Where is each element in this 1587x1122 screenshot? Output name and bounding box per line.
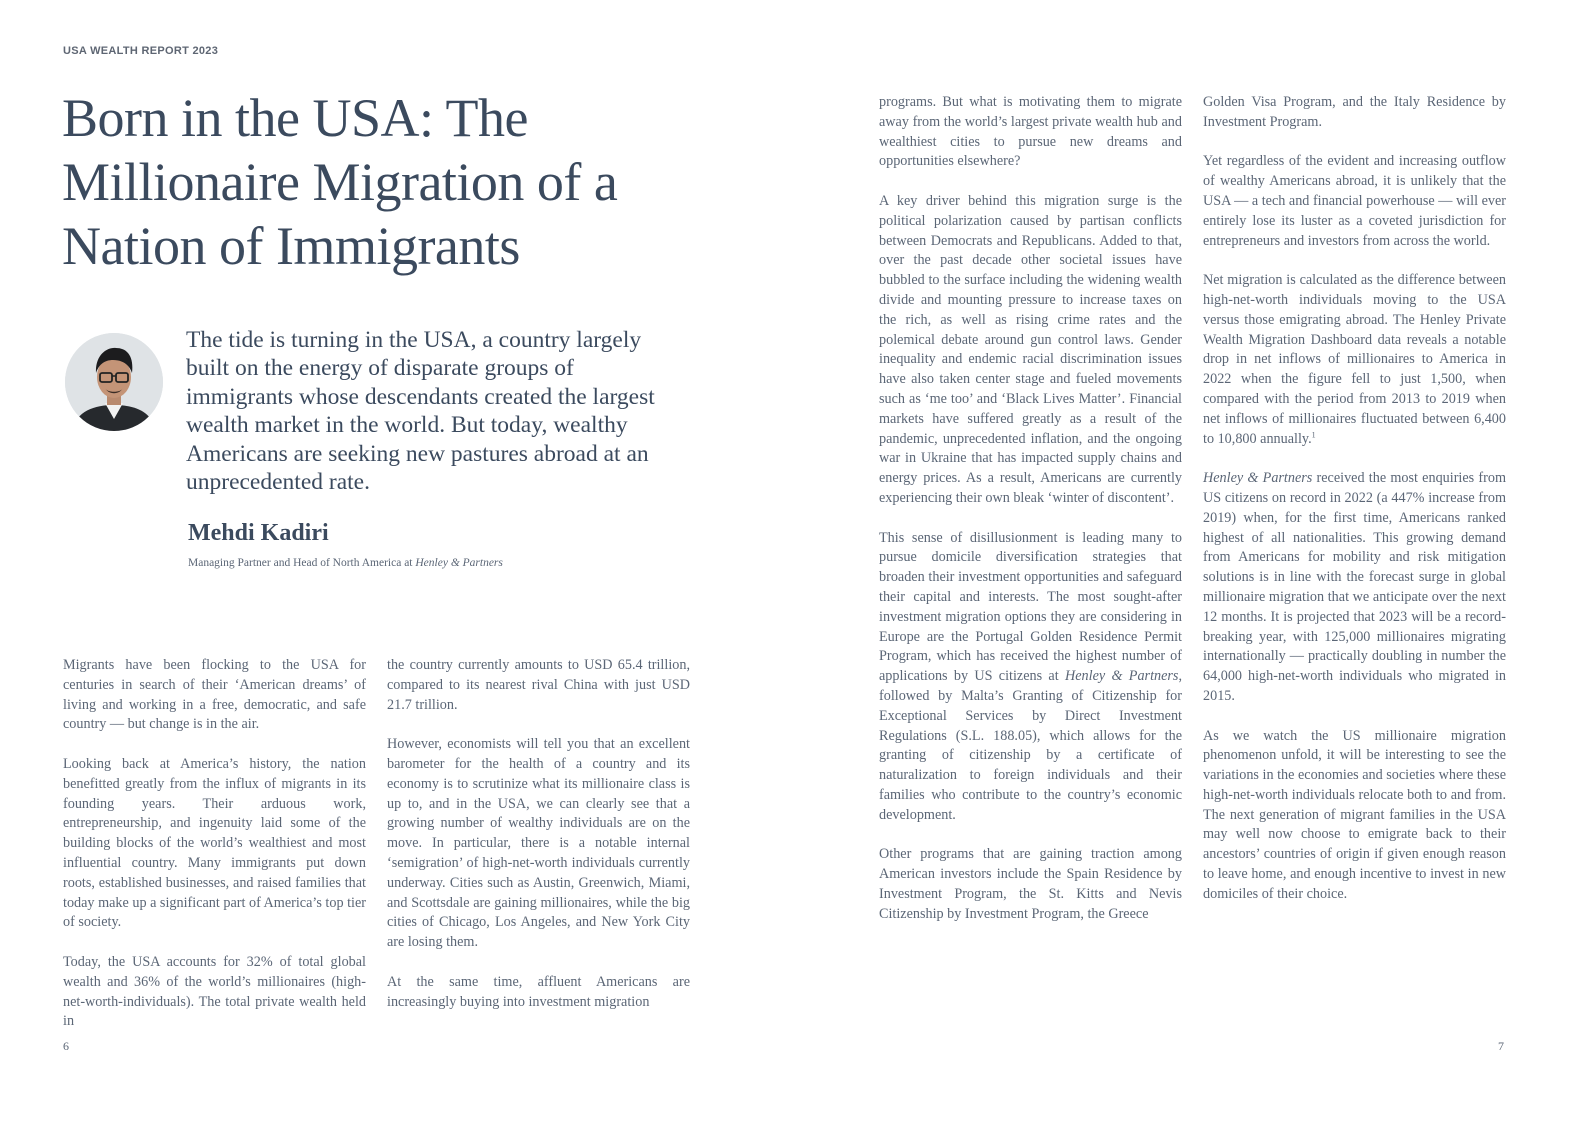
body-column-3	[879, 93, 1182, 924]
lead-line: wealth market in the world. But today, wealthy	[186, 412, 628, 439]
author-company: Henley & Partners	[415, 557, 503, 569]
paragraph-text: received the most enquiries from US citizens on record in 2022 (a 447% increase from 2019) when, for the first time, Americans ranked highest of all nationalities. This growing demand from Americans for mobility and risk mitigation solutions is in line with the forecast surge in global millionaire migration that we anticipate over the next 12 months. It is projected that 2023 will be a record-breaking year, with 125,000 millionaires migrating internationally — practically doubling in number the 64,000 high-net-worth individuals who migrated in 2015.	[1203, 470, 1506, 704]
footnote-marker: 1	[1311, 429, 1316, 439]
paragraph: As we watch the US millionaire migration phenomenon unfold, it will be interesting to see the variations in the economies and societies where these high-net-worth individuals relocate both to and from. The next generation of migrant families in the USA may well now choose to emigrate back to their ancestors’ countries of origin if given enough reason to leave home, and enough incentive to invest in new domiciles of their choice.	[1203, 727, 1506, 902]
page-number-left: 6	[63, 1039, 69, 1053]
paragraph: Looking back at America’s history, the nation benefitted greatly from the influx of migrants in its founding years. Their arduous work, entrepreneurship, and ingenuity laid some of the building blocks of the world’s wealthiest and most influential country. Many immigrants put down roots, established businesses, and raised families that today make up a significant part of America’s top tier of society.	[63, 755, 366, 931]
paragraph: A key driver behind this migration surge is the political polarization caused by partisan conflicts between Democrats and Republicans. Added to that, over the past decade other societal issues have bubbled to the surface including the widening wealth divide and mounting pressure to increase taxes on the rich, as well as rising crime rates and the polemical debate around gun control laws. Gender inequality and endemic racial discrimination issues have also taken center stage and fueled movements such as ‘me too’ and ‘Black Lives Matter’. Financial markets have suffered greatly as a result of the pandemic, unprecedented inflation, and the ongoing war in Ukraine that has impacted supply chains and energy prices. As a result, Americans are currently experiencing their own bleak ‘winter of discontent’.	[879, 192, 1182, 506]
paragraph: the country currently amounts to USD 65.4 trillion, compared to its nearest rival China with just USD 21.7 trillion.	[387, 657, 690, 713]
paragraph: At the same time, affluent Americans are increasingly buying into investment migration	[387, 973, 690, 1010]
paragraph: Migrants have been flocking to the USA for centuries in search of their ‘American dreams’ of living and working in a free, democratic, and safe country — but change is in the air.	[63, 657, 366, 733]
paragraph: Yet regardless of the evident and increasing outflow of wealthy Americans abroad, it is unlikely that the USA — a tech and financial powerhouse — will ever entirely lose its luster as a coveted jurisdiction for entrepreneurs and investors from across the world.	[1203, 153, 1506, 249]
paragraph	[1203, 271, 1506, 449]
title-line: Millionaire Migration of a	[62, 152, 618, 212]
paragraph: programs. But what is motivating them to migrate away from the world’s largest private wealth hub and wealthiest cities to pursue new dreams and opportunities elsewhere?	[879, 94, 1182, 170]
lead-line: built on the energy of disparate groups of	[186, 355, 574, 382]
lead-line: immigrants whose descendants created the largest	[186, 383, 655, 410]
page-number-right: 7	[1498, 1039, 1504, 1053]
lead-line: The tide is turning in the USA, a country largely	[186, 327, 642, 353]
title-line: Born in the USA: The	[62, 88, 528, 148]
author-photo	[65, 333, 163, 431]
paragraph: Other programs that are gaining traction among American investors include the Spain Residence by Investment Program, the St. Kitts and Nevis Citizenship by Investment Program, the Greece	[879, 846, 1182, 922]
report-label: USA WEALTH REPORT 2023	[63, 45, 219, 57]
lead-line: Americans are seeking new pastures abroad at an	[186, 440, 649, 467]
company-name: Henley & Partners	[1064, 668, 1179, 685]
company-name: Henley & Partners	[1203, 470, 1313, 487]
author-role	[188, 557, 503, 569]
lead-paragraph	[186, 326, 676, 496]
article-title	[62, 86, 702, 278]
paragraph: However, economists will tell you that an excellent barometer for the health of a country and its economy is to scrutinize what its millionaire class is up to, and in the USA, we can clearly see that a growing number of wealthy individuals are on the move. In particular, there is a notable internal ‘semigration’ of high-net-worth individuals currently underway. Cities such as Austin, Greenwich, Miami, and Scottsdale are gaining millionaires, while the big cities of Chicago, Los Angeles, and New York City are losing them.	[387, 736, 690, 951]
body-column-4	[1203, 93, 1506, 905]
paragraph: Golden Visa Program, and the Italy Residence by Investment Program.	[1203, 94, 1506, 130]
title-line: Nation of Immigrants	[62, 216, 520, 276]
author-role-text: Managing Partner and Head of North America at	[188, 557, 413, 569]
paragraph	[1203, 469, 1506, 707]
paragraph	[879, 529, 1182, 826]
author-name: Mehdi Kadiri	[188, 520, 329, 546]
body-column-2	[387, 656, 690, 1012]
paragraph-text: This sense of disillusionment is leading many to pursue domicile diversification strategies that broaden their investment opportunities and safeguard their capital and interests. The most sought-after investment migration options they are considering in Europe are the Portugal Golden Residence Permit Program, which has received the highest number of applications by US citizens at	[879, 529, 1182, 685]
paragraph-text: , followed by Malta’s Granting of Citizenship for Exceptional Services by Direct Investment Regulations (S.L. 188.05), which allows for the granting of citizenship by a certificate of naturalization to foreign individuals and their families who contribute to the country’s economic development.	[879, 668, 1183, 823]
lead-line: unprecedented rate.	[186, 469, 370, 496]
body-column-1	[63, 656, 366, 1032]
paragraph: Today, the USA accounts for 32% of total global wealth and 36% of the world’s millionaires (high-net-worth-individuals). The total private wealth held in	[63, 953, 366, 1030]
person-portrait-icon	[65, 333, 163, 431]
paragraph-text: Net migration is calculated as the difference between high-net-worth individuals moving to the USA versus those emigrating abroad. The Henley Private Wealth Migration Dashboard data reveals a notable drop in net inflows of millionaires to America in 2022 when the figure fell to just 1,500, when compared with the period from 2013 to 2019 when net inflows of millionaires fluctuated between 6,400 to 10,800 annually.	[1203, 272, 1506, 447]
